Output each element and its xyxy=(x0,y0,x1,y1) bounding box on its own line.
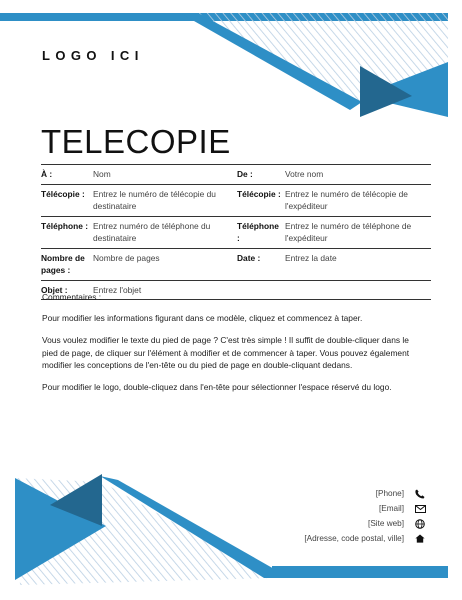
comments-label: Commentaires : xyxy=(42,292,102,302)
fax-from-label: Télécopie : xyxy=(237,188,281,199)
fax-to-field[interactable]: Entrez le numéro de télécopie du destinataire xyxy=(93,188,216,211)
email-icon xyxy=(414,504,426,514)
pages-label: Nombre de pages : xyxy=(41,252,85,275)
to-label: À : xyxy=(41,169,53,179)
fax-from-field[interactable]: Entrez le numéro de télécopie de l'expéditeur xyxy=(285,188,408,211)
logo-placeholder[interactable]: LOGO ICI xyxy=(42,48,144,63)
bottom-accent-bar xyxy=(272,566,448,578)
from-field[interactable]: Votre nom xyxy=(285,169,324,179)
footer-website-row xyxy=(304,516,426,531)
fax-info-table xyxy=(41,164,431,300)
comment-paragraph: Pour modifier le logo, double-cliquez dans l'en-tête pour sélectionner l'espace réservé du logo. xyxy=(42,382,392,393)
from-label: De : xyxy=(237,169,253,179)
to-field[interactable]: Nom xyxy=(93,169,111,179)
footer-phone-row xyxy=(304,486,426,501)
phone-from-field[interactable]: Entrez le numéro de téléphone de l'expéditeur xyxy=(285,220,412,243)
pages-field[interactable]: Nombre de pages xyxy=(93,252,160,263)
date-label: Date : xyxy=(237,252,261,263)
comment-paragraph: Pour modifier les informations figurant dans ce modèle, cliquez et commencez à taper. xyxy=(42,313,363,323)
table-row xyxy=(41,184,431,216)
footer-address[interactable]: [Adresse, code postal, ville] xyxy=(304,534,404,543)
phone-icon xyxy=(414,489,426,499)
footer-website[interactable]: [Site web] xyxy=(368,519,404,528)
phone-to-field[interactable]: Entrez numéro de téléphone du destinataire xyxy=(93,220,211,243)
comment-paragraph: Vous voulez modifier le texte du pied de page ? C'est très simple ! Il suffit de double-cliquer dans le pied de page, de cliquer sur l'élément à modifier et de commencer à taper. Vous pouvez également modifier les conceptions de l'en-tête ou du pied de page en double-cliquant dedans. xyxy=(42,335,410,370)
footer-phone[interactable]: [Phone] xyxy=(375,489,404,498)
table-row xyxy=(41,216,431,248)
phone-to-label: Téléphone : xyxy=(41,220,88,231)
home-icon xyxy=(414,534,426,544)
footer-email[interactable]: [Email] xyxy=(378,504,404,513)
subject-field[interactable]: Entrez l'objet xyxy=(93,284,142,295)
date-field[interactable]: Entrez la date xyxy=(285,252,337,263)
subject-label: Objet : xyxy=(41,284,68,295)
globe-icon xyxy=(414,519,426,529)
phone-from-label: Téléphone : xyxy=(237,220,279,243)
fax-to-label: Télécopie : xyxy=(41,188,85,199)
footer-email-row xyxy=(304,501,426,516)
footer-contact xyxy=(304,486,426,546)
comments-body[interactable] xyxy=(42,312,412,403)
table-row xyxy=(41,165,431,185)
table-row xyxy=(41,248,431,280)
footer-address-row xyxy=(304,531,426,546)
page-title: TELECOPIE xyxy=(41,123,231,160)
